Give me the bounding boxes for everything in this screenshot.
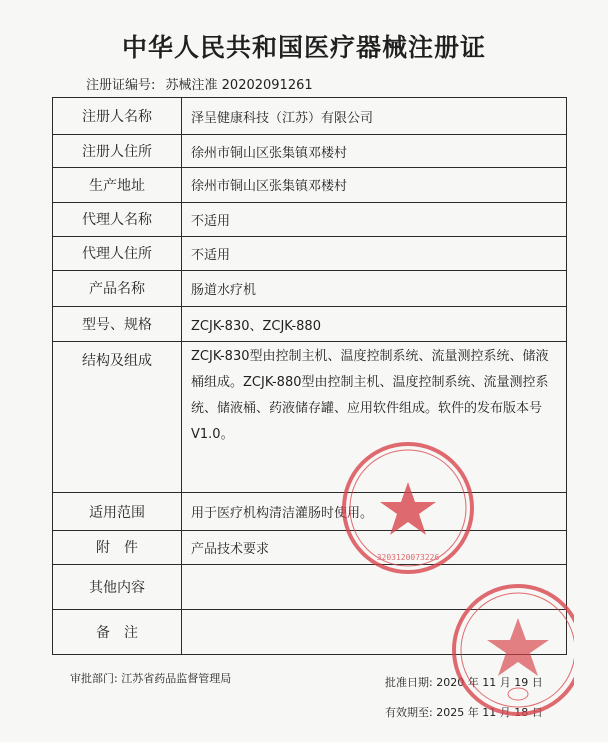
approval-department-label: 审批部门: (70, 672, 118, 685)
certificate-table (52, 97, 567, 655)
field-label-agent-address: 代理人住所 (53, 236, 182, 270)
field-label-agent-name: 代理人名称 (53, 202, 182, 236)
field-value-model-spec: ZCJK-830、ZCJK-880 (182, 307, 567, 342)
field-label-model-spec: 型号、规格 (53, 307, 182, 342)
table-row (53, 236, 567, 270)
field-label-product-name: 产品名称 (53, 270, 182, 306)
field-label-other: 其他内容 (53, 564, 182, 610)
registration-number-value: 苏械注准 20202091261 (165, 78, 313, 93)
approval-date-label: 批准日期: (385, 676, 433, 689)
field-value-scope: 用于医疗机构清洁灌肠时使用。 (182, 493, 567, 530)
table-row (53, 202, 567, 236)
document-title: 中华人民共和国医疗器械注册证 (121, 33, 486, 62)
field-value-agent-name: 不适用 (182, 202, 567, 236)
field-value-product-name: 肠道水疗机 (182, 270, 567, 306)
table-row (53, 270, 567, 306)
table-row (53, 493, 567, 530)
valid-until-value: 2025 年 11 月 18 日 (436, 706, 543, 719)
field-value-production-address: 徐州市铜山区张集镇邓楼村 (182, 168, 567, 202)
field-label-remarks: 备 注 (53, 610, 182, 655)
field-label-structure: 结构及组成 (53, 342, 182, 493)
field-label-scope: 适用范围 (53, 493, 182, 530)
table-row (53, 342, 567, 493)
table-row (53, 98, 567, 135)
registration-number (86, 74, 313, 93)
field-label-registrant-address: 注册人住所 (53, 135, 182, 168)
company-seal-code: 3203120073226 (376, 553, 440, 562)
field-value-agent-address: 不适用 (182, 236, 567, 270)
approval-department (70, 670, 231, 686)
approval-department-value: 江苏省药品监督管理局 (121, 672, 232, 685)
field-label-registrant-name: 注册人名称 (53, 98, 182, 135)
authority-seal-icon (448, 580, 574, 720)
registration-number-label: 注册证编号: (86, 78, 156, 93)
company-seal-icon (338, 438, 478, 578)
table-row (53, 307, 567, 342)
field-value-registrant-address: 徐州市铜山区张集镇邓楼村 (182, 135, 567, 168)
field-label-attachment: 附 件 (53, 530, 182, 564)
field-label-production-address: 生产地址 (53, 168, 182, 202)
table-row (53, 168, 567, 202)
field-value-structure: ZCJK-830型由控制主机、温度控制系统、流量测控系统、储液桶组成。ZCJK-880型由控制主机、温度控制系统、流量测控系统、储液桶、药液储存罐、应用软件组成。软件的发布版本号V1.0。 (182, 342, 567, 493)
field-value-registrant-name: 泽呈健康科技（江苏）有限公司 (182, 98, 567, 135)
valid-until-label: 有效期至: (385, 706, 433, 719)
table-row (53, 135, 567, 168)
approval-date-value: 2020 年 11 月 19 日 (436, 676, 543, 689)
field-value-attachment: 产品技术要求 (182, 530, 567, 564)
table-row (53, 530, 567, 564)
